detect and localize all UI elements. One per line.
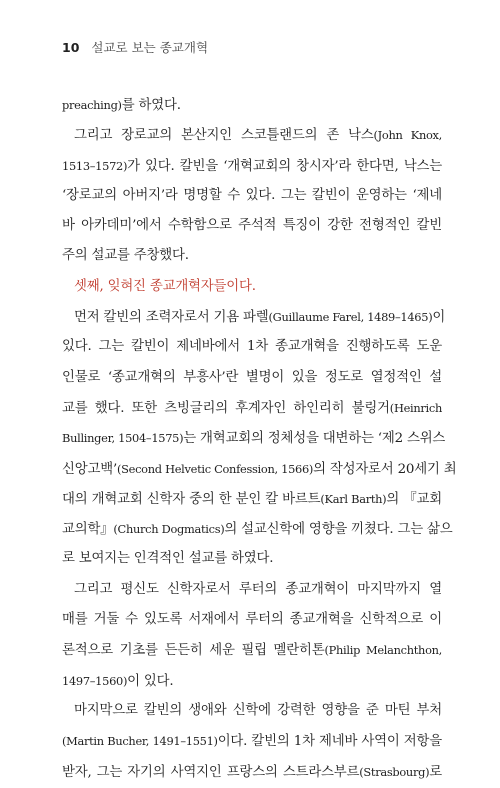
text-segment: 를 하였다. — [121, 98, 181, 113]
text-segment: 그리고 평신도 신학자로서 루터의 종교개혁이 마지막까지 열 — [74, 581, 442, 597]
text-segment: 로 보여지는 인격적인 설교를 하였다. — [62, 551, 274, 567]
body-text — [62, 90, 457, 787]
text-segment: 있다. 그는 칼빈이 제네바에서 1차 종교개혁을 진행하도록 도운 — [62, 339, 442, 355]
text-line — [62, 332, 442, 362]
text-segment: 이 — [432, 310, 446, 326]
text-segment: 신앙고백’ — [62, 461, 117, 477]
text-line — [62, 726, 442, 756]
latin-annotation: preaching) — [62, 98, 122, 112]
text-line — [62, 211, 442, 241]
text-line — [62, 393, 442, 423]
text-line — [62, 90, 442, 120]
text-line — [62, 635, 442, 665]
section-heading — [62, 272, 442, 302]
text-line — [62, 696, 442, 726]
latin-annotation: (Church Dogmatics) — [113, 522, 225, 537]
text-segment: 의 설교신학에 영향을 끼쳤다. 그는 삶으 — [224, 522, 453, 538]
text-line — [62, 514, 453, 544]
text-line — [62, 151, 442, 181]
latin-annotation: (Strasbourg) — [359, 764, 430, 779]
text-segment: 는 개혁교회의 정체성을 대변하는 ‘제2 스위스 — [183, 431, 446, 447]
text-segment: 바 아카데미’에서 수학함으로 주석적 특징이 강한 전형적인 칼빈 — [62, 218, 442, 234]
text-segment: 이 있다. — [127, 673, 174, 689]
latin-annotation: (Karl Barth) — [320, 491, 387, 506]
text-segment: 먼저 칼빈의 조력자로서 기욤 파렐 — [74, 310, 269, 326]
text-line — [62, 605, 442, 635]
text-segment: 교를 했다. 또한 츠빙글리의 후계자인 하인리히 불링거 — [62, 400, 390, 416]
text-line — [62, 181, 442, 211]
text-line — [62, 757, 442, 787]
latin-annotation: (John Knox, — [373, 128, 442, 143]
text-line — [62, 120, 442, 150]
text-segment: 그리고 장로교의 본산지인 스코틀랜드의 존 낙스 — [74, 128, 374, 144]
text-line — [62, 575, 442, 605]
latin-annotation: (Guillaume Farel, 1489–1465) — [268, 310, 433, 325]
text-segment: 로 — [429, 764, 442, 780]
text-line — [62, 666, 442, 696]
text-line — [62, 363, 442, 393]
text-segment: 대의 개혁교회 신학자 중의 한 분인 칼 바르트 — [62, 491, 321, 507]
latin-annotation: (Heinrich — [389, 400, 442, 415]
text-segment: 주의 설교를 주창했다. — [62, 248, 189, 264]
text-segment: ‘장로교의 아버지’라 명명할 수 있다. 그는 칼빈이 운영하는 ‘제네 — [62, 187, 442, 203]
text-line — [62, 302, 446, 332]
text-segment: 이다. 칼빈의 1차 제네바 사역이 저항을 — [217, 734, 442, 750]
text-line — [62, 241, 442, 271]
latin-annotation: (Martin Bucher, 1491–1551) — [62, 734, 218, 749]
text-segment: 론적으로 기초를 든든히 세운 필립 멜란히톤 — [62, 643, 325, 659]
latin-annotation: (Philip Melanchthon, — [324, 643, 442, 658]
running-header — [62, 38, 208, 56]
text-segment: 받자, 그는 자기의 사역지인 프랑스의 스트라스부르 — [62, 764, 360, 780]
text-line — [62, 484, 442, 514]
text-segment: 매를 거둘 수 있도록 서재에서 루터의 종교개혁을 신학적으로 이 — [62, 612, 442, 628]
latin-annotation: 1513–1572) — [62, 158, 128, 173]
latin-annotation: 1497–1560) — [62, 673, 128, 688]
text-segment: 교의학』 — [62, 522, 114, 538]
page-number: 10 — [62, 40, 80, 55]
text-line — [62, 454, 457, 484]
latin-annotation: (Second Helvetic Confession, 1566) — [117, 461, 314, 476]
text-line — [62, 423, 446, 453]
text-segment: 마지막으로 칼빈의 생애와 신학에 강력한 영향을 준 마틴 부처 — [74, 702, 442, 718]
text-segment: 가 있다. 칼빈을 ‘개혁교회의 창시자’라 한다면, 낙스는 — [127, 158, 442, 174]
book-title: 설교로 보는 종교개혁 — [91, 40, 209, 55]
text-segment: 의 『교회 — [386, 491, 442, 507]
text-segment: 인물로 ‘종교개혁의 부흥사’란 별명이 있을 정도로 열정적인 설 — [62, 369, 442, 385]
latin-annotation: Bullinger, 1504–1575) — [62, 431, 184, 446]
text-segment: 의 작성자로서 20세기 최 — [313, 461, 457, 477]
text-line — [62, 544, 442, 574]
text-segment: 셋째, 잊혀진 종교개혁자들이다. — [74, 278, 256, 294]
